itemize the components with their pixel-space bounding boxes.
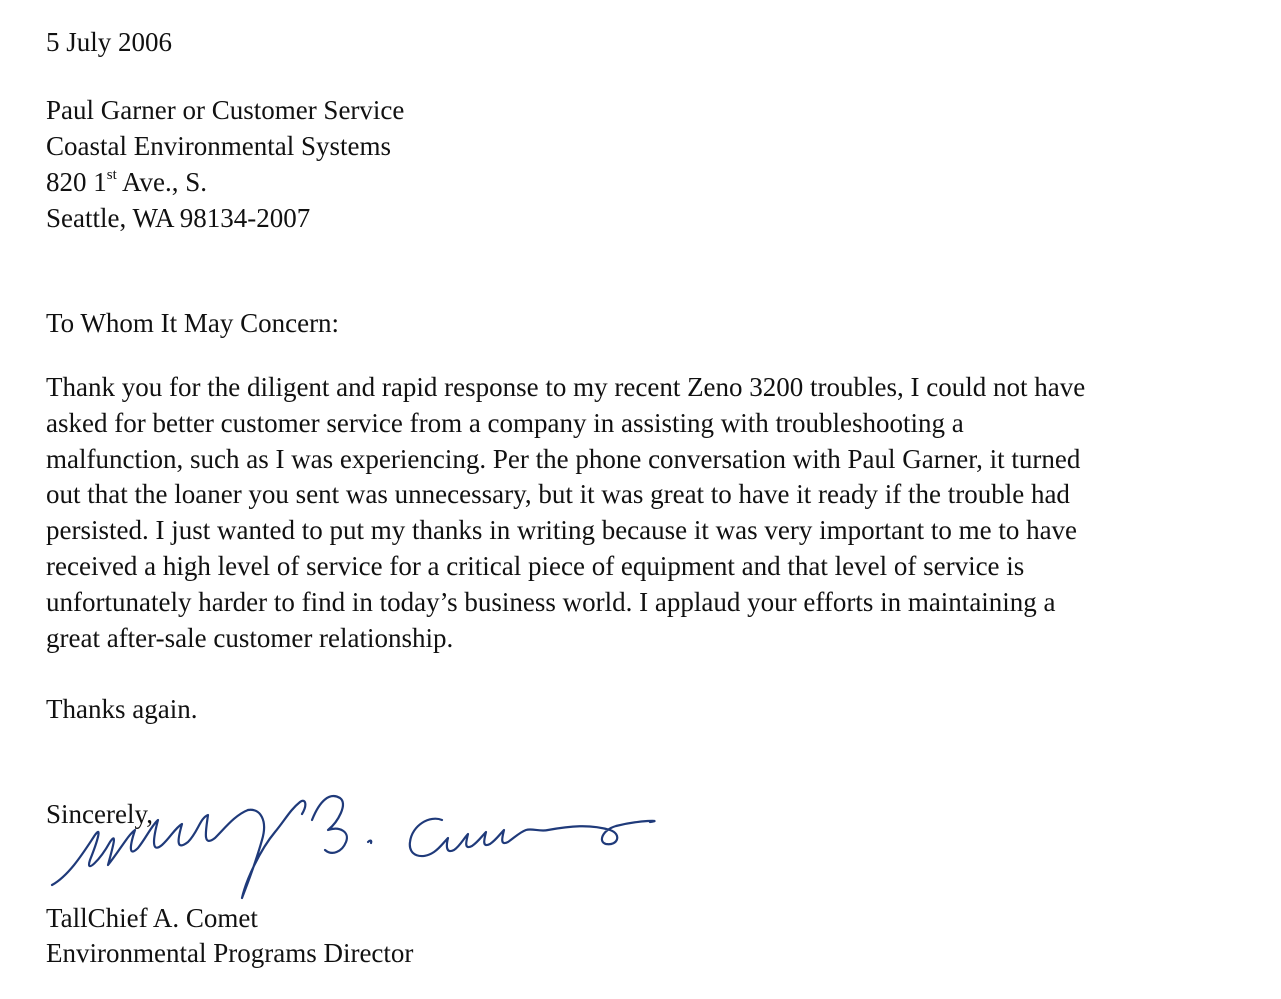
letter-date: 5 July 2006 [46, 27, 173, 57]
body-line: asked for better customer service from a company in assisting with troubleshooting a [46, 407, 964, 438]
street-number: 820 1 [46, 167, 107, 197]
recipient-company: Coastal Environmental Systems [46, 131, 391, 161]
body-line: malfunction, such as I was experiencing. Per the phone conversation with Paul Garner, it turned [46, 443, 1081, 474]
thanks-line: Thanks again. [46, 694, 198, 724]
signer-name: TallChief A. Comet [46, 903, 258, 933]
recipient-name: Paul Garner or Customer Service [46, 95, 405, 125]
body-line: persisted. I just wanted to put my thanks in writing because it was very important to me to have [46, 515, 1078, 546]
closing: Sincerely, [46, 799, 153, 829]
body-line: out that the loaner you sent was unnecessary, but it was great to have it ready if the trouble had [46, 479, 1070, 510]
handwritten-signature [50, 780, 670, 900]
body-line: received a high level of service for a critical piece of equipment and that level of service is [46, 550, 1025, 581]
signer-title: Environmental Programs Director [46, 938, 414, 968]
body-line: great after-sale customer relationship. [46, 622, 454, 653]
street-ordinal: st [106, 167, 117, 183]
street-rest: Ave., S. [116, 167, 208, 197]
recipient-address [46, 92, 404, 236]
letter-body [46, 370, 1085, 656]
salutation: To Whom It May Concern: [46, 308, 340, 338]
body-line: Thank you for the diligent and rapid response to my recent Zeno 3200 troubles, I could not have [46, 372, 1086, 402]
recipient-street [46, 164, 404, 200]
recipient-city: Seattle, WA 98134-2007 [46, 203, 311, 233]
body-line: unfortunately harder to find in today’s business world. I applaud your efforts in maintaining a [46, 586, 1056, 617]
